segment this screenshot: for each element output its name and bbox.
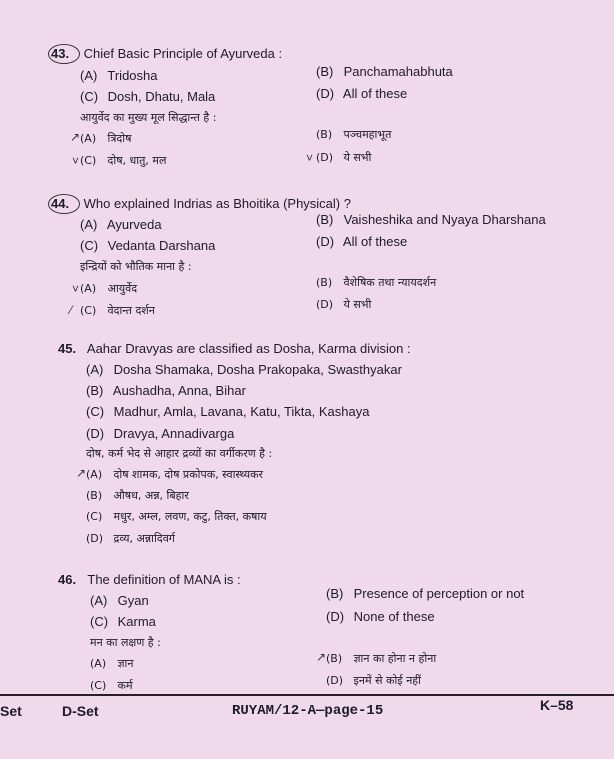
hindi-option-c: (C) वेदान्त दर्शन (80, 304, 155, 317)
hindi-option-d: (D) ये सभी (316, 151, 372, 164)
footer-left-fragment: Set (0, 703, 22, 719)
option-b: (B) Presence of perception or not (326, 586, 525, 601)
footer-set-label: D-Set (62, 703, 99, 719)
question-number: 45. (58, 341, 77, 356)
option-c: (C) Dosh, Dhatu, Mala (80, 89, 216, 104)
hindi-question-text: दोष, कर्म भेद से आहार द्रव्यों का वर्गीकरण है : (86, 447, 273, 460)
footer-right-code: K–58 (540, 697, 574, 713)
hindi-option-c: (C) मधुर, अम्ल, लवण, कटु, तिक्त, कषाय (86, 510, 267, 523)
hindi-option-c: (C) कर्म (90, 679, 133, 692)
hindi-question-text: आयुर्वेद का मुख्य मूल सिद्धान्त है : (80, 111, 217, 124)
pen-tick-mark-icon: ↗ (76, 466, 87, 480)
pen-tick-mark-icon: ˅ (306, 151, 314, 165)
hindi-option-b: (B) ज्ञान का होना न होना (326, 652, 437, 665)
question-text: 46. The definition of MANA is : (58, 572, 241, 587)
hindi-option-d: (D) ये सभी (316, 298, 372, 311)
option-a: (A) Dosha Shamaka, Dosha Prakopaka, Swasthyakar (86, 362, 402, 377)
question-number: 44. (48, 194, 80, 214)
pen-tick-mark-icon: ⁄ (70, 303, 73, 317)
option-a: (A) Tridosha (80, 68, 158, 83)
hindi-option-b: (B) औषध, अन्न, बिहार (86, 489, 189, 502)
question-number: 43. (48, 44, 80, 64)
footer-rule (0, 694, 614, 696)
option-b: (B) Aushadha, Anna, Bihar (86, 383, 246, 398)
hindi-option-a: (A) दोष शामक, दोष प्रकोपक, स्वास्थ्यकर (86, 468, 264, 481)
footer-page-code: RUYAM/12-A—page-15 (232, 703, 384, 719)
hindi-option-c: (C) दोष, धातु, मल (80, 154, 167, 167)
option-d: (D) Dravya, Annadivarga (86, 426, 235, 441)
option-a: (A) Ayurveda (80, 217, 162, 232)
hindi-option-d: (D) द्रव्य, अन्नादिवर्ग (86, 532, 175, 545)
option-c: (C) Madhur, Amla, Lavana, Katu, Tikta, Kashaya (86, 404, 370, 419)
pen-tick-mark-icon: ↗ (70, 130, 81, 144)
option-d: (D) None of these (326, 609, 435, 624)
hindi-option-b: (B) पञ्चमहाभूत (316, 128, 392, 141)
question-text: 45. Aahar Dravyas are classified as Dosha, Karma division : (58, 341, 411, 356)
option-b: (B) Panchamahabhuta (316, 64, 453, 79)
hindi-option-a: (A) ज्ञान (90, 657, 134, 670)
hindi-option-b: (B) वैशेषिक तथा न्यायदर्शन (316, 276, 437, 289)
question-text: 43. Chief Basic Principle of Ayurveda : (48, 44, 578, 64)
question-text: 44. Who explained Indrias as Bhoitika (Physical) ? (48, 194, 578, 214)
option-c: (C) Karma (90, 614, 156, 629)
option-d: (D) All of these (316, 234, 408, 249)
hindi-option-a: (A) त्रिदोष (80, 132, 132, 145)
hindi-question-text: इन्द्रियों को भौतिक माना है : (80, 260, 192, 273)
hindi-option-d: (D) इनमें से कोई नहीं (326, 674, 422, 687)
option-d: (D) All of these (316, 86, 408, 101)
pen-tick-mark-icon: ˅ (72, 154, 80, 168)
hindi-option-a: (A) आयुर्वेद (80, 282, 138, 295)
option-b: (B) Vaisheshika and Nyaya Dharshana (316, 212, 546, 227)
pen-tick-mark-icon: ↗ (316, 650, 327, 664)
option-c: (C) Vedanta Darshana (80, 238, 216, 253)
hindi-question-text: मन का लक्षण है : (90, 636, 161, 649)
question-number: 46. (58, 572, 77, 587)
option-a: (A) Gyan (90, 593, 149, 608)
pen-tick-mark-icon: ˅ (72, 282, 80, 296)
